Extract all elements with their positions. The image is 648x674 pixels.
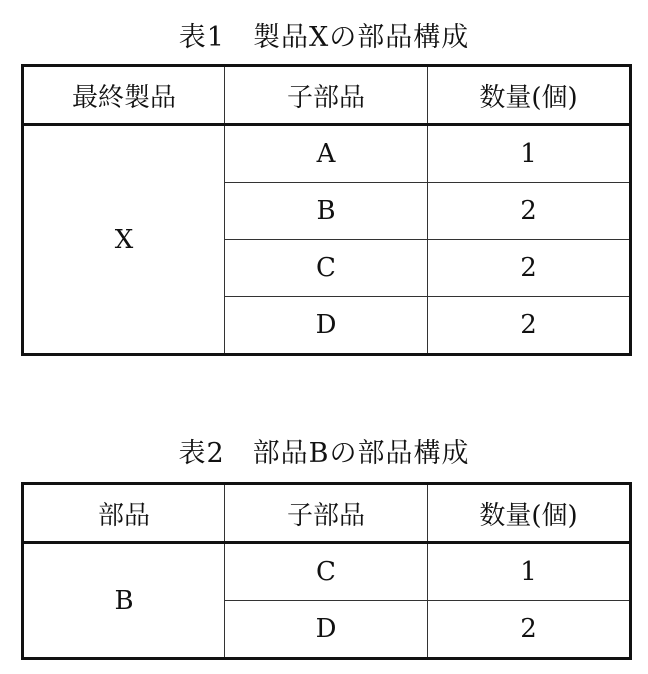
child-part-cell: D <box>225 601 428 659</box>
header-child-part: 子部品 <box>225 484 428 543</box>
child-part-cell: C <box>225 240 428 297</box>
quantity-cell: 1 <box>428 125 631 183</box>
header-part: 部品 <box>23 484 225 543</box>
table2-caption: 表2 部品Bの部品構成 <box>178 438 470 469</box>
table-row <box>23 543 631 601</box>
product-x-bom-table <box>21 64 632 356</box>
table-row <box>23 125 631 183</box>
child-part-cell: D <box>225 297 428 355</box>
header-final-product: 最終製品 <box>23 66 225 125</box>
quantity-cell: 2 <box>428 297 631 355</box>
quantity-cell: 2 <box>428 183 631 240</box>
table-header-row <box>23 484 631 543</box>
parent-part-cell: B <box>23 543 225 659</box>
quantity-cell: 1 <box>428 543 631 601</box>
quantity-cell: 2 <box>428 601 631 659</box>
header-quantity: 数量(個) <box>428 484 631 543</box>
quantity-cell: 2 <box>428 240 631 297</box>
header-child-part: 子部品 <box>225 66 428 125</box>
table-header-row <box>23 66 631 125</box>
table1-caption: 表1 製品Xの部品構成 <box>178 22 470 53</box>
part-b-bom-table <box>21 482 632 660</box>
header-quantity: 数量(個) <box>428 66 631 125</box>
parent-product-cell: X <box>23 125 225 355</box>
child-part-cell: A <box>225 125 428 183</box>
child-part-cell: C <box>225 543 428 601</box>
child-part-cell: B <box>225 183 428 240</box>
